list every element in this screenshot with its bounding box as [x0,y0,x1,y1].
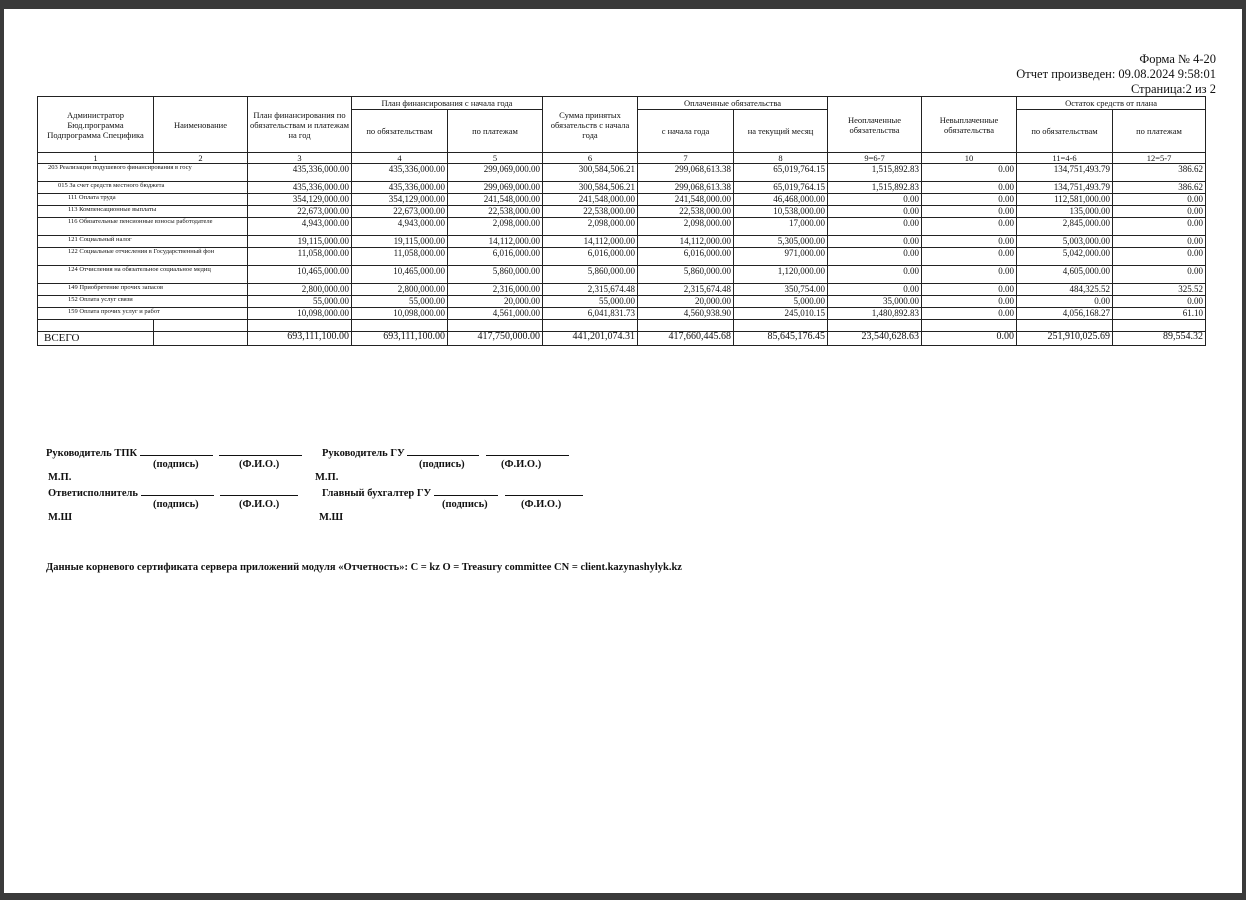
row-value: 22,538,000.00 [448,206,543,218]
table-body [38,164,1206,346]
certificate-info: Данные корневого сертификата сервера приложений модуля «Отчетность»: C = kz O = Treasury committee CN = client.kazynashylyk.kz [46,562,682,573]
signature-chief-accountant [322,486,583,499]
row-code-name [38,194,248,206]
row-value: 10,465,000.00 [248,266,352,284]
head-tpk-label: Руководитель ТПК [46,448,138,459]
caption-signature: (подпись) [153,459,199,470]
row-value: 0.00 [922,296,1017,308]
column-number: 2 [154,153,248,164]
table-row [38,194,1206,206]
row-value: 0.00 [1113,206,1206,218]
row-value: 55,000.00 [248,296,352,308]
row-value: 0.00 [1113,248,1206,266]
row-value: 300,584,506.21 [543,182,638,194]
column-number: 9=6-7 [828,153,922,164]
row-code-label: 149 Приобретение прочих запасов [68,284,164,291]
row-value: 354,129,000.00 [352,194,448,206]
row-value: 435,336,000.00 [248,182,352,194]
column-number-row [38,153,1206,164]
row-value: 14,112,000.00 [448,236,543,248]
signature-head-tpk [46,446,302,459]
row-value: 1,515,892.83 [828,164,922,182]
row-code-name [38,308,248,320]
row-value: 971,000.00 [734,248,828,266]
row-value: 0.00 [922,164,1017,182]
row-value: 22,538,000.00 [543,206,638,218]
row-value: 435,336,000.00 [352,182,448,194]
row-code-name [38,266,248,284]
col-header-sum-accepted: Сумма принятых обязательств с начала года [543,97,638,153]
row-value: 2,098,000.00 [448,218,543,236]
caption-fio: (Ф.И.О.) [501,459,542,470]
row-value: 4,561,000.00 [448,308,543,320]
row-value: 2,800,000.00 [248,284,352,296]
column-number: 8 [734,153,828,164]
row-value: 17,000.00 [734,218,828,236]
row-value: 20,000.00 [638,296,734,308]
row-value: 55,000.00 [543,296,638,308]
row-value: 0.00 [922,284,1017,296]
row-value: 112,581,000.00 [1017,194,1113,206]
signature-head-gu [322,446,569,459]
column-number: 10 [922,153,1017,164]
row-value: 435,336,000.00 [248,164,352,182]
total-row [38,332,1206,346]
col-header-plan-from-start: План финансирования с начала года [352,97,543,110]
total-value: 417,660,445.68 [638,332,734,346]
row-value: 0.00 [828,266,922,284]
row-value: 0.00 [922,308,1017,320]
column-number: 6 [543,153,638,164]
row-value: 484,325.52 [1017,284,1113,296]
row-value: 4,605,000.00 [1017,266,1113,284]
column-number: 11=4-6 [1017,153,1113,164]
row-value: 5,860,000.00 [448,266,543,284]
column-number: 7 [638,153,734,164]
table-row [38,248,1206,266]
row-value: 65,019,764.15 [734,164,828,182]
row-value: 6,016,000.00 [543,248,638,266]
caption-signature: (подпись) [442,499,488,510]
total-value: 251,910,025.69 [1017,332,1113,346]
row-value: 2,316,000.00 [448,284,543,296]
row-value: 135,000.00 [1017,206,1113,218]
row-value: 5,003,000.00 [1017,236,1113,248]
row-value: 0.00 [1113,236,1206,248]
row-code-label: 113 Компенсационные выплаты [68,206,157,213]
row-value: 22,673,000.00 [352,206,448,218]
row-value: 2,800,000.00 [352,284,448,296]
page-number: Страница:2 из 2 [1130,82,1216,96]
caption-fio: (Ф.И.О.) [521,499,562,510]
row-value: 0.00 [1017,296,1113,308]
col-header-rem-by-payments: по платежам [1113,110,1206,153]
stamp-mp: М.П. [315,472,339,483]
row-value: 10,098,000.00 [352,308,448,320]
row-value: 299,068,613.38 [638,164,734,182]
table-row [38,266,1206,284]
row-code-name [38,164,248,182]
row-value: 22,538,000.00 [638,206,734,218]
row-value: 241,548,000.00 [638,194,734,206]
report-page [4,9,1242,893]
row-value: 10,098,000.00 [248,308,352,320]
row-value: 299,069,000.00 [448,164,543,182]
row-value: 0.00 [922,266,1017,284]
col-header-plan-by-obligations: по обязательствам [352,110,448,153]
row-code-label: 121 Социальный налог [68,236,132,243]
blank-row [38,320,1206,332]
table-row [38,218,1206,236]
row-value: 5,000.00 [734,296,828,308]
row-value: 386.62 [1113,182,1206,194]
row-value: 0.00 [828,218,922,236]
stamp-mp: М.Ш [48,512,73,523]
stamp-mp: М.П. [48,472,72,483]
chief-accountant-label: Главный бухгалтер ГУ [322,488,432,499]
row-value: 241,548,000.00 [448,194,543,206]
row-value: 0.00 [828,284,922,296]
row-code-label: 111 Оплата труда [68,194,116,201]
row-value: 14,112,000.00 [543,236,638,248]
form-number: Форма № 4-20 [1139,52,1216,66]
row-value: 2,315,674.48 [543,284,638,296]
row-value: 6,016,000.00 [638,248,734,266]
row-code-label: 124 Отчисления на обязательное социальное медиц [68,266,211,273]
col-header-rem-by-obligations: по обязательствам [1017,110,1113,153]
row-value: 1,480,892.83 [828,308,922,320]
row-value: 0.00 [922,194,1017,206]
column-number: 3 [248,153,352,164]
report-table [37,96,1206,346]
table-row [38,182,1206,194]
head-gu-label: Руководитель ГУ [322,448,405,459]
executor-label: Ответисполнитель [48,488,138,499]
row-value: 354,129,000.00 [248,194,352,206]
row-value: 0.00 [1113,218,1206,236]
row-value: 300,584,506.21 [543,164,638,182]
row-value: 0.00 [922,206,1017,218]
row-value: 11,058,000.00 [248,248,352,266]
row-value: 325.52 [1113,284,1206,296]
row-value: 4,560,938.90 [638,308,734,320]
row-code-name [38,236,248,248]
row-code-name [38,218,248,236]
row-code-name [38,248,248,266]
row-value: 0.00 [1113,194,1206,206]
signature-executor [48,486,298,499]
row-value: 4,943,000.00 [352,218,448,236]
table-row [38,236,1206,248]
col-header-unpaid: Неоплаченные обязательства [828,97,922,153]
row-value: 65,019,764.15 [734,182,828,194]
row-value: 20,000.00 [448,296,543,308]
row-value: 61.10 [1113,308,1206,320]
row-value: 299,068,613.38 [638,182,734,194]
column-number: 1 [38,153,154,164]
total-label: ВСЕГО [38,332,154,346]
row-value: 0.00 [828,194,922,206]
total-value: 693,111,100.00 [352,332,448,346]
column-number: 5 [448,153,543,164]
col-header-paid-month: на текущий месяц [734,110,828,153]
row-value: 0.00 [828,236,922,248]
row-value: 0.00 [922,218,1017,236]
col-header-name: Наименование [154,97,248,153]
row-value: 22,673,000.00 [248,206,352,218]
row-code-label: 015 За счет средств местного бюджета [58,182,165,189]
row-value: 6,016,000.00 [448,248,543,266]
table-row [38,308,1206,320]
row-value: 5,305,000.00 [734,236,828,248]
col-header-not-paid-out: Невыплаченные обязательства [922,97,1017,153]
row-value: 0.00 [828,248,922,266]
row-value: 19,115,000.00 [352,236,448,248]
row-value: 435,336,000.00 [352,164,448,182]
row-code-name [38,284,248,296]
row-value: 5,042,000.00 [1017,248,1113,266]
row-value: 2,845,000.00 [1017,218,1113,236]
total-value: 85,645,176.45 [734,332,828,346]
table-row [38,206,1206,218]
row-value: 1,515,892.83 [828,182,922,194]
row-value: 5,860,000.00 [543,266,638,284]
row-value: 134,751,493.79 [1017,182,1113,194]
row-value: 55,000.00 [352,296,448,308]
row-value: 4,943,000.00 [248,218,352,236]
column-number: 4 [352,153,448,164]
row-value: 2,098,000.00 [638,218,734,236]
total-value: 441,201,074.31 [543,332,638,346]
row-value: 241,548,000.00 [543,194,638,206]
report-header [1016,52,1216,97]
row-value: 2,098,000.00 [543,218,638,236]
row-code-name [38,206,248,218]
row-code-name [38,182,248,194]
row-value: 0.00 [1113,266,1206,284]
row-code-label: 152 Оплата услуг связи [68,296,133,303]
row-value: 2,315,674.48 [638,284,734,296]
column-number: 12=5-7 [1113,153,1206,164]
col-header-plan-year: План финансирования по обязательствам и платежам на год [248,97,352,153]
row-value: 35,000.00 [828,296,922,308]
row-value: 10,538,000.00 [734,206,828,218]
table-row [38,164,1206,182]
total-value: 417,750,000.00 [448,332,543,346]
row-code-name [38,296,248,308]
row-value: 11,058,000.00 [352,248,448,266]
row-code-label: 116 Обязательные пенсионные взносы работодателе [68,218,213,225]
row-value: 19,115,000.00 [248,236,352,248]
table-row [38,296,1206,308]
caption-signature: (подпись) [153,499,199,510]
col-header-plan-by-payments: по платежам [448,110,543,153]
row-value: 10,465,000.00 [352,266,448,284]
row-value: 5,860,000.00 [638,266,734,284]
stamp-mp: М.Ш [319,512,344,523]
total-value: 23,540,628.63 [828,332,922,346]
row-code-label: 122 Социальные отчисления в Государственный фон [68,248,215,255]
row-value: 386.62 [1113,164,1206,182]
col-header-admin: Администратор Бюд.программа Подпрограмма Специфика [38,97,154,153]
total-value: 0.00 [922,332,1017,346]
caption-fio: (Ф.И.О.) [239,499,280,510]
total-value: 693,111,100.00 [248,332,352,346]
caption-fio: (Ф.И.О.) [239,459,280,470]
table-row [38,284,1206,296]
col-header-paid: Оплаченные обязательства [638,97,828,110]
row-value: 0.00 [922,236,1017,248]
row-value: 0.00 [922,248,1017,266]
row-value: 4,056,168.27 [1017,308,1113,320]
row-value: 1,120,000.00 [734,266,828,284]
row-value: 0.00 [828,206,922,218]
row-value: 245,010.15 [734,308,828,320]
row-value: 46,468,000.00 [734,194,828,206]
col-header-remaining: Остаток средств от плана [1017,97,1206,110]
row-value: 350,754.00 [734,284,828,296]
row-code-label: 203 Реализация подушевого финансирования в госу [48,164,192,171]
report-date: Отчет произведен: 09.08.2024 9:58:01 [1016,67,1216,81]
row-value: 134,751,493.79 [1017,164,1113,182]
row-code-label: 159 Оплата прочих услуг и работ [68,308,160,315]
caption-signature: (подпись) [419,459,465,470]
row-value: 14,112,000.00 [638,236,734,248]
row-value: 299,069,000.00 [448,182,543,194]
row-value: 0.00 [922,182,1017,194]
total-value: 89,554.32 [1113,332,1206,346]
row-value: 0.00 [1113,296,1206,308]
row-value: 6,041,831.73 [543,308,638,320]
col-header-paid-from-start: с начала года [638,110,734,153]
